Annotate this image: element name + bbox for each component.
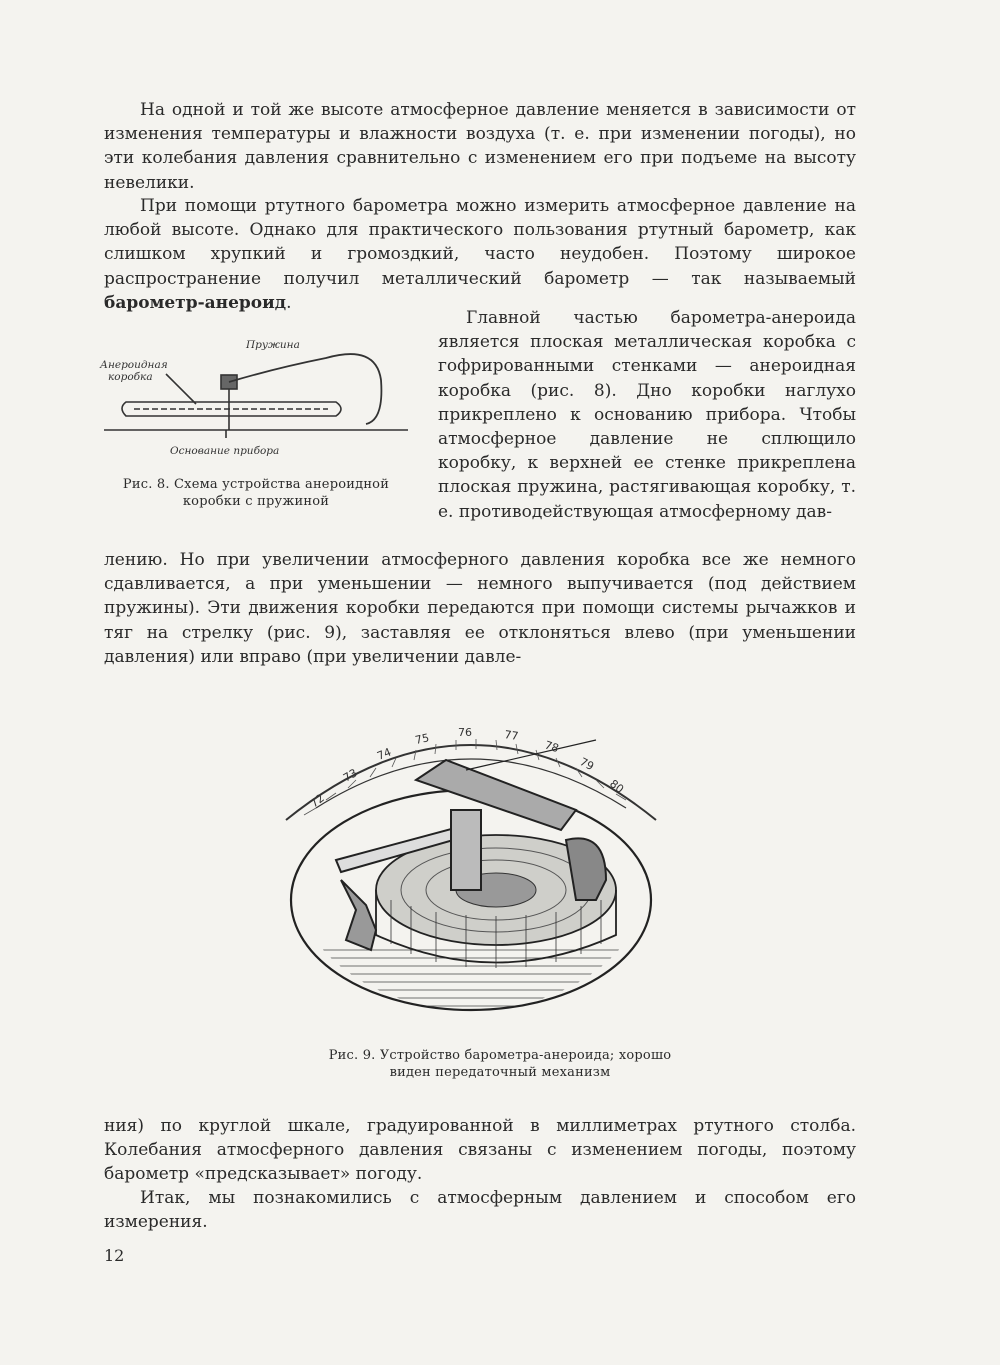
label-spring: Пружина	[246, 339, 300, 351]
figure-8-diagram	[96, 330, 426, 460]
scale-76: 76	[458, 726, 472, 739]
paragraph-1: На одной и той же высоте атмосферное давление меняется в зависимости от изменения температуры и влажности воздуха (т. е. при изменении погоды), но эти колебания давления сравнительно с изменением его при подъеме на высоту невелики.	[104, 100, 856, 193]
scale-77: 77	[503, 728, 520, 743]
label-base: Основание прибора	[170, 445, 280, 457]
scale-79: 79	[577, 755, 597, 774]
term-barometer-aneroid: барометр-анероид	[104, 292, 287, 313]
paragraph-4: ния) по круглой шкале, градуированной в миллиметрах ртутного столба. Колебания атмосферного давления связаны с изменением погоды, поэтому барометр «предсказывает» погоду.	[104, 1116, 856, 1185]
paragraph-2	[104, 194, 856, 315]
figure-9-caption-line2: виден передаточный механизм	[389, 1065, 611, 1080]
paragraph-2-end: .	[286, 292, 292, 313]
figure-9-caption-line1: Рис. 9. Устройство барометра-анероида; хорошо	[328, 1048, 672, 1063]
scale-74: 74	[375, 745, 394, 763]
figure-8-caption-line2: коробки с пружиной	[182, 494, 330, 509]
scale-75: 75	[413, 731, 431, 747]
paragraph-3-continued: лению. Но при увеличении атмосферного давления коробка все же немного сдавливается, а при уменьшении — немного выпучивается (под действием пружины). Эти движения коробки передаются при помощи системы рычажков и тяг на стрелку (рис. 9), заставляя ее отклоняться влево (при уменьшении давления) или вправо (при увеличении давле-	[104, 550, 856, 667]
scale-73: 73	[341, 766, 360, 785]
spring-shape	[229, 354, 381, 424]
scale-78: 78	[543, 738, 561, 756]
label-box-1: Анероидная	[100, 359, 168, 371]
scale-72: 72	[307, 791, 327, 811]
page-number: 12	[104, 1246, 125, 1265]
scale-80: 80	[607, 777, 627, 796]
figure-8-caption	[86, 476, 426, 510]
label-box-2: коробка	[108, 371, 153, 383]
paragraph-3-wrap: Главной частью барометра-анероида является плоская металлическая коробка с гофрированными стенками — анероидная коробка (рис. 8). Дно коробки наглухо прикреплено к основанию прибора. Чтобы атмосферное давление не сплющило коробку, к верхней ее стенке прикреплена плоская пружина, растягивающая коробку, т. е. противодействующая атмосферному дав-	[438, 308, 856, 522]
paragraph-5: Итак, мы познакомились с атмосферным давлением и способом его измерения.	[104, 1188, 856, 1233]
figure-9-barometer-illustration	[276, 700, 666, 1020]
figure-8-caption-line1: Рис. 8. Схема устройства анероидной	[122, 477, 390, 492]
case-hatching	[286, 950, 656, 1014]
paragraph-2-text: При помощи ртутного барометра можно измерить атмосферное давление на любой высоте. Однако для практического пользования ртутный барометр, как слишком хрупкий и громоздкий, часто неудобен. Поэтому широкое распространение получил металлический барометр — так называемый	[104, 196, 856, 289]
figure-9-caption	[230, 1047, 770, 1081]
